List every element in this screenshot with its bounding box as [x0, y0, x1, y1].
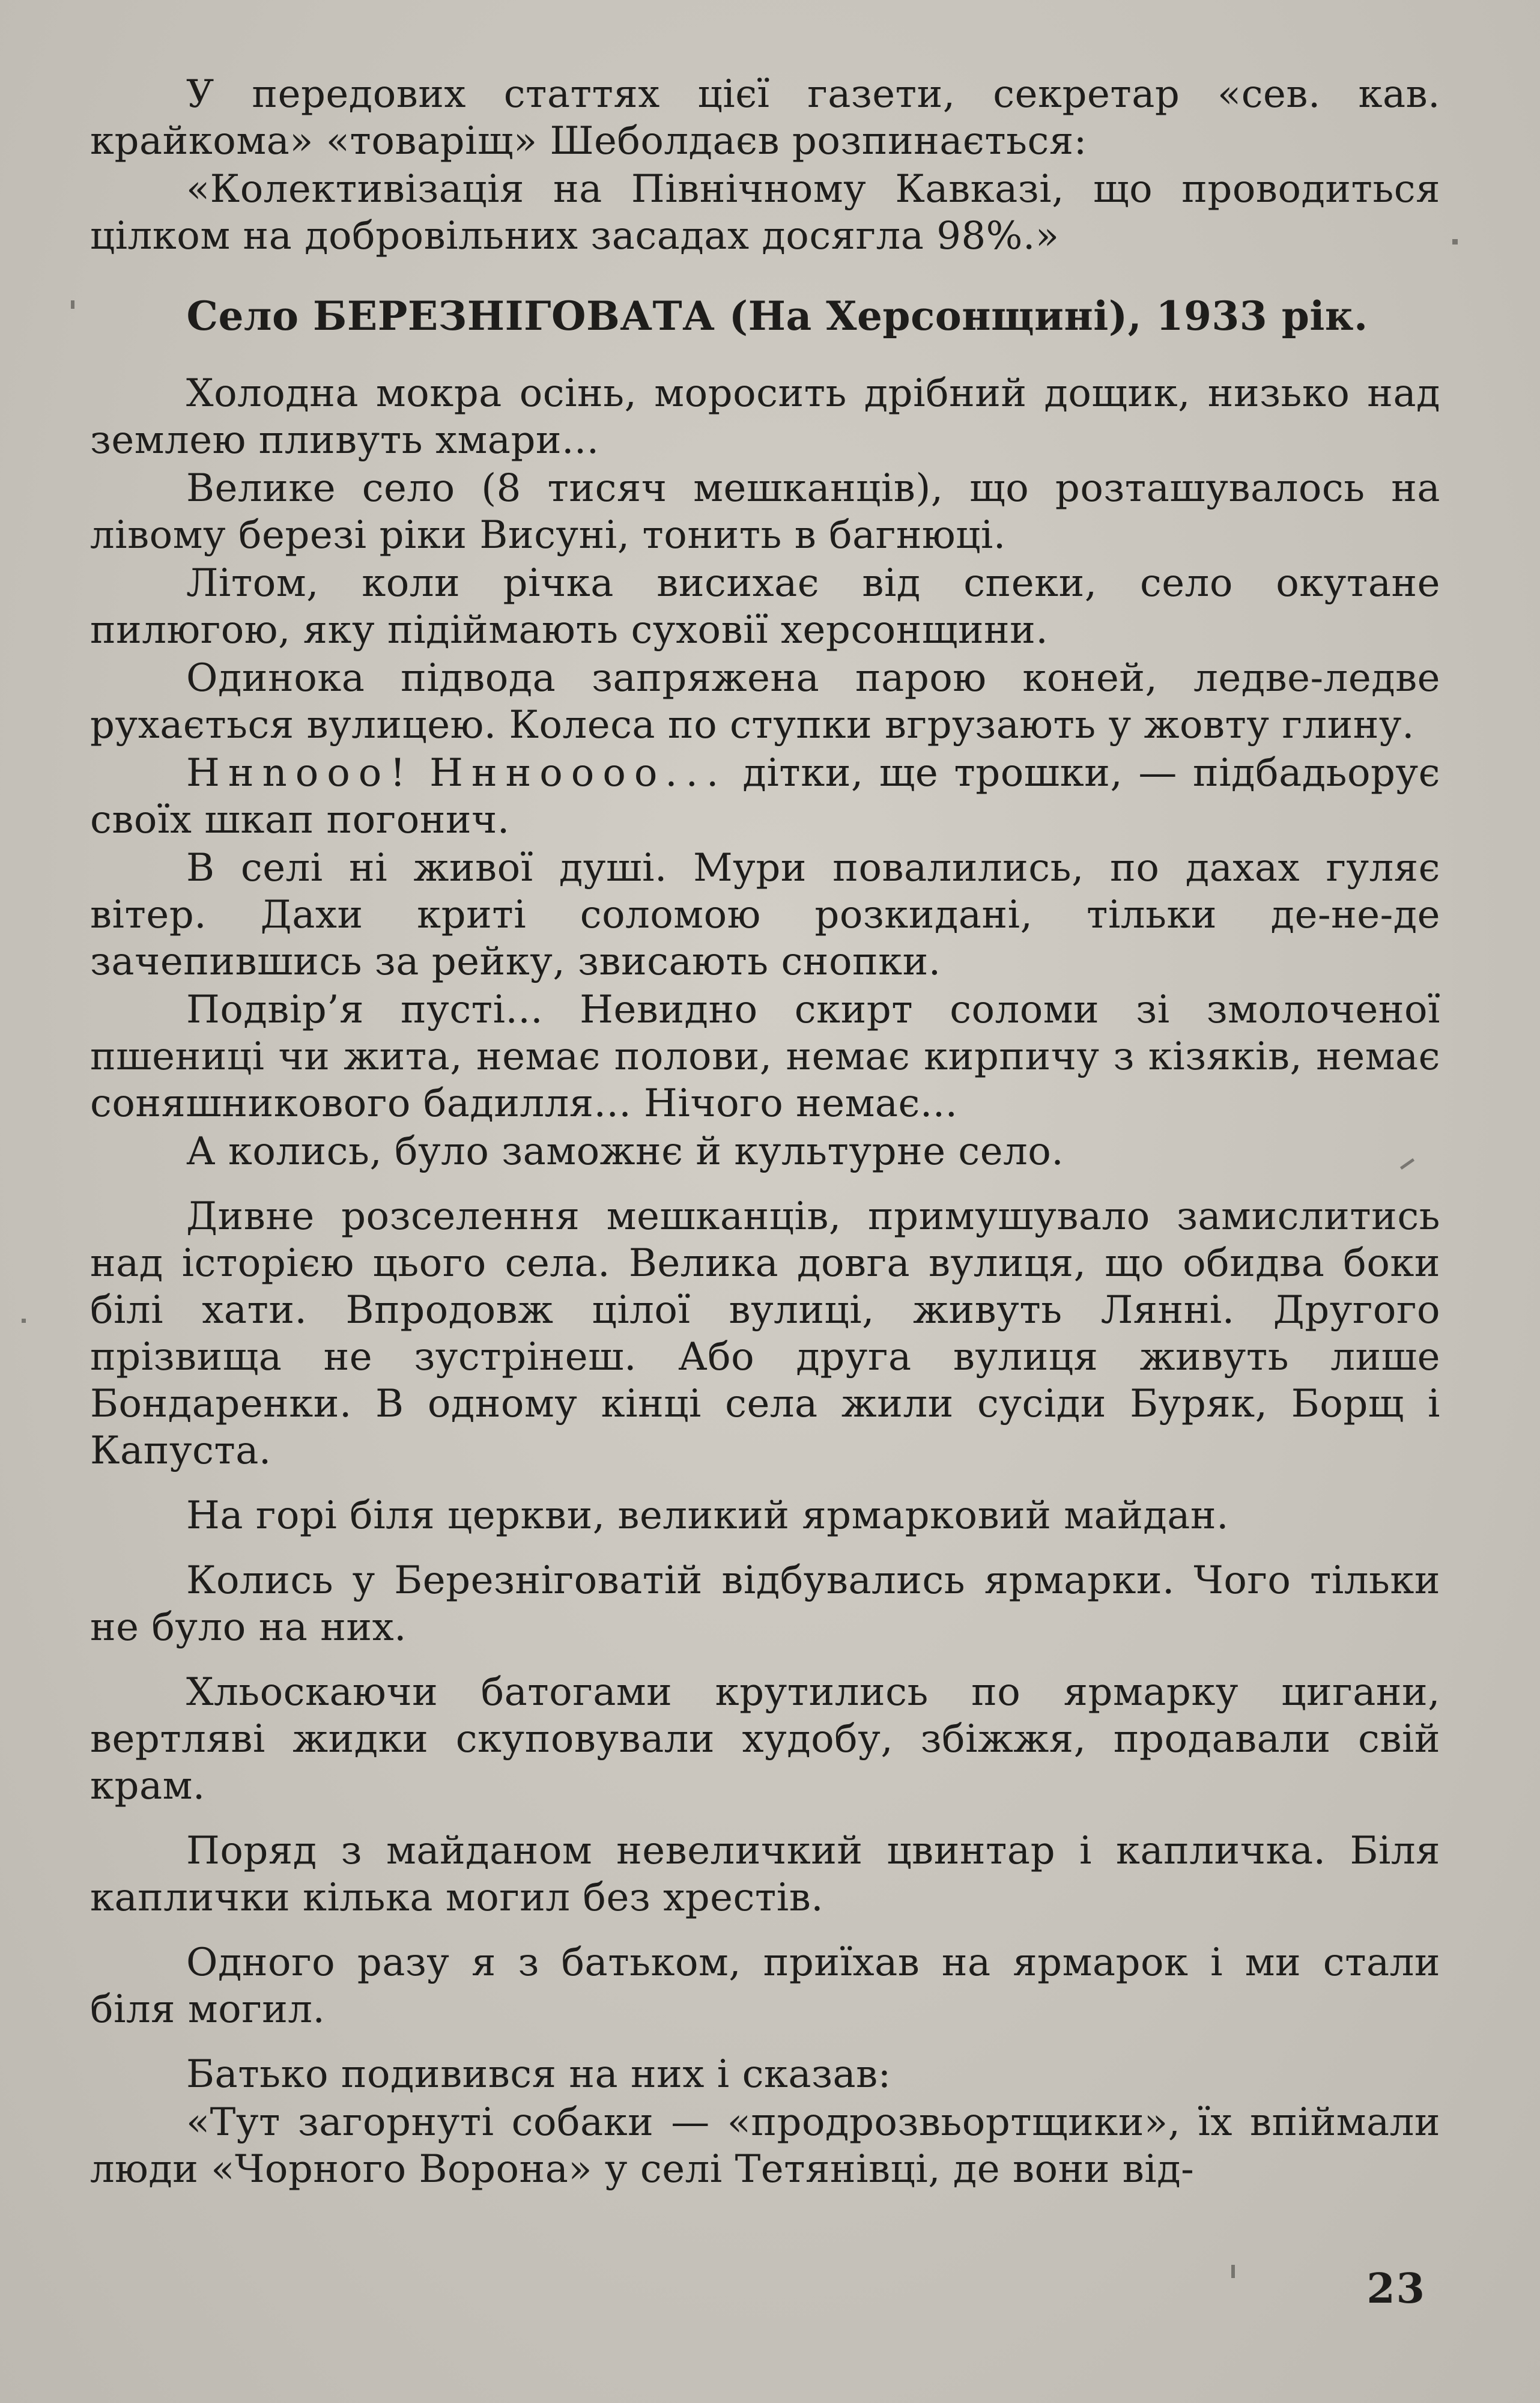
- body-paragraph: Велике село (8 тисяч мешканців), що розташувалось на лівому березі ріки Висуні, тонить в багнюці.: [90, 466, 1440, 557]
- body-paragraph: «Тут загорнуті собаки — «продрозвьортщики», їх впіймали люди «Чорного Ворона» у селі Тетянівці, де вони від-: [90, 2100, 1440, 2192]
- shout-word-2: Нннoooo...: [429, 751, 727, 795]
- body-paragraph: Одного разу я з батьком, приїхав на ярмарок і ми стали біля могил.: [90, 1940, 1440, 2032]
- page-text: [90, 71, 1440, 2193]
- body-paragraph: Хльоскаючи батогами крутились по ярмарку цигани, вертляві жидки скуповували худобу, збіжжя, продавали свій крам.: [90, 1670, 1440, 1808]
- shout-paragraph: [90, 750, 1440, 843]
- print-speck: [22, 1319, 26, 1323]
- body-paragraph: Поряд з майданом невеличкий цвинтар і капличка. Біля каплички кілька могил без хрестів.: [90, 1829, 1440, 1920]
- intro-paragraph-2: «Колективізація на Північному Кавказі, що проводиться цілком на добровільних засадах досягла 98%.»: [90, 167, 1440, 258]
- body-paragraph: Дивне розселення мешканців, примушувало замислитись над історією цього села. Велика довга вулиця, що обидва боки білі хати. Впродовж цілої вулиці, живуть Лянні. Другого прізвища не зустрінеш. Або друга вулиця живуть лише Бондаренки. В одному кінці села жили сусіди Буряк, Борщ і Капуста.: [90, 1194, 1440, 1473]
- print-speck: [1231, 2265, 1235, 2278]
- shout-word-1: Ннnooo!: [186, 751, 414, 795]
- body-paragraph: Батько подивився на них і сказав:: [186, 2052, 891, 2097]
- body-paragraph: Подвір’я пусті... Невидно скирт соломи зі змолоченої пшениці чи жита, немає полови, немає кирпичу з кізяків, немає соняшникового бадилля... Нічого немає...: [90, 988, 1440, 1126]
- shout-rest: дітки, ще трошки, — підбадьорує своїх шкап погонич.: [90, 751, 1441, 842]
- body-paragraph: Одинока підвода запряжена парою коней, ледве-ледве рухається вулицею. Колеса по ступки вгрузають у жовту глину.: [90, 656, 1440, 747]
- print-speck: [71, 300, 74, 309]
- body-paragraph: А колись, було заможнє й культурне село.: [186, 1129, 1064, 1174]
- intro-paragraph-1: У передових статтях цієї газети, секретар «сев. кав. крайкома» «товаріщ» Шеболдаєв розпинається:: [90, 72, 1440, 163]
- body-paragraph: На горі біля церкви, великий ярмарковий майдан.: [186, 1493, 1229, 1538]
- body-paragraph: Колись у Березніговатій відбувались ярмарки. Чого тільки не було на них.: [90, 1558, 1440, 1650]
- body-paragraph: Холодна мокра осінь, моросить дрібний дощик, низько над землею пливуть хмари...: [90, 371, 1440, 463]
- body-paragraph: В селі ні живої душі. Мури повалились, по дахах гуляє вітер. Дахи криті соломою розкидані, тільки де-не-де зачепившись за рейку, звисають снопки.: [90, 846, 1440, 984]
- print-speck: [1452, 239, 1458, 245]
- page-number: 23: [1366, 2265, 1426, 2313]
- body-paragraph: Літом, коли річка висихає від спеки, село окутане пилюгою, яку підіймають суховії херсонщини.: [90, 561, 1440, 652]
- section-heading: Село БЕРЕЗНІГОВАТА (На Херсонщині), 1933 рік.: [186, 293, 1368, 339]
